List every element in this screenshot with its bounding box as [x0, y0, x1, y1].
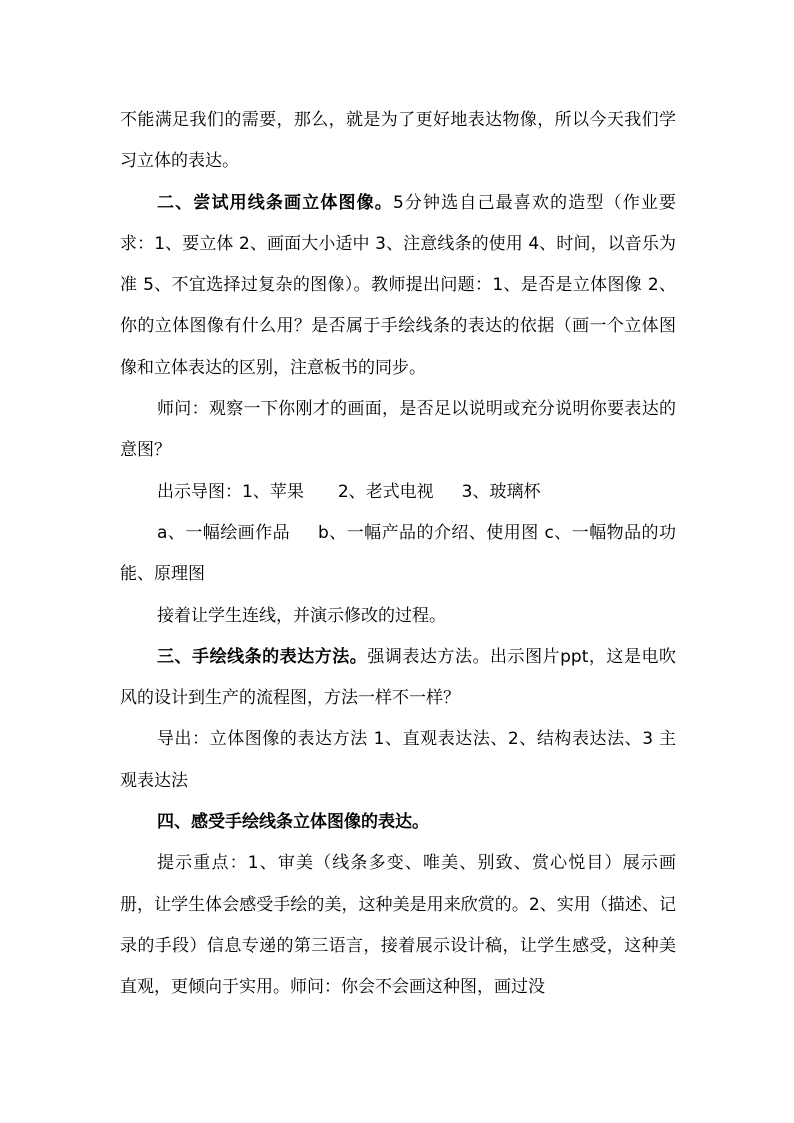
paragraph-connect-lines: 接着让学生连线，并演示修改的过程。: [157, 605, 446, 626]
paragraph-teacher-question: 师问：观察一下你刚才的画面，是否足以说明或充分说明你要表达的意图？: [120, 399, 676, 461]
paragraph-section-2: [120, 183, 676, 389]
option-a: a、一幅绘画作品: [157, 522, 291, 543]
guide-item-tv: 2、老式电视: [337, 481, 434, 502]
paragraph-intro: 不能满足我们的需要，那么，就是为了更好地表达物像，所以今天我们学习立体的表达。: [120, 110, 676, 172]
guide-item-glass: 3、玻璃杯: [461, 481, 541, 502]
section-4-heading: 四、感受手绘线条立体图像的表达。: [157, 812, 429, 833]
guide-item-apple: 出示导图：1、苹果: [157, 481, 304, 502]
section-3-heading: 三、手绘线条的表达方法。: [157, 646, 368, 667]
paragraph-guide-items: [120, 472, 676, 513]
option-b-c: b、一幅产品的介绍、使用图 c、一幅物品的功能、原理图: [120, 522, 676, 585]
paragraph-options: [120, 513, 676, 596]
section-2-heading: 二、尝试用线条画立体图像。: [157, 192, 393, 213]
paragraph-methods: 导出：立体图像的表达方法 1、直观表达法、2、结构表达法、3 主观表达法: [120, 729, 676, 791]
document-body: [120, 100, 676, 1009]
paragraph-key-points: 提示重点：1、审美（线条多变、唯美、别致、赏心悦目）展示画册，让学生体会感受手绘的美，这种美是用来欣赏的。2、实用（描述、记录的手段）信息专递的第三语言，接着展示设计稿，让学生感受，这种美直观，更倾向于实用。师问：你会不会画这种图，画过没: [120, 853, 676, 998]
paragraph-section-3: [120, 637, 676, 720]
section-3-text: 强调表达方法。出示图片ppt，这是电吹风的设计到生产的流程图，方法一样不一样？: [120, 646, 677, 709]
section-2-text: 5分钟选自己最喜欢的造型（作业要求：1、要立体 2、画面大小适中 3、注意线条的使用 4、时间，以音乐为准 5、不宜选择过复杂的图像）。教师提出问题：1、是否是立体图像 2、你的立体图像有什么用？是否属于手绘线条的表达的依据（画一个立体图像和立体表达的区别，注意板书的同步。: [120, 192, 676, 378]
